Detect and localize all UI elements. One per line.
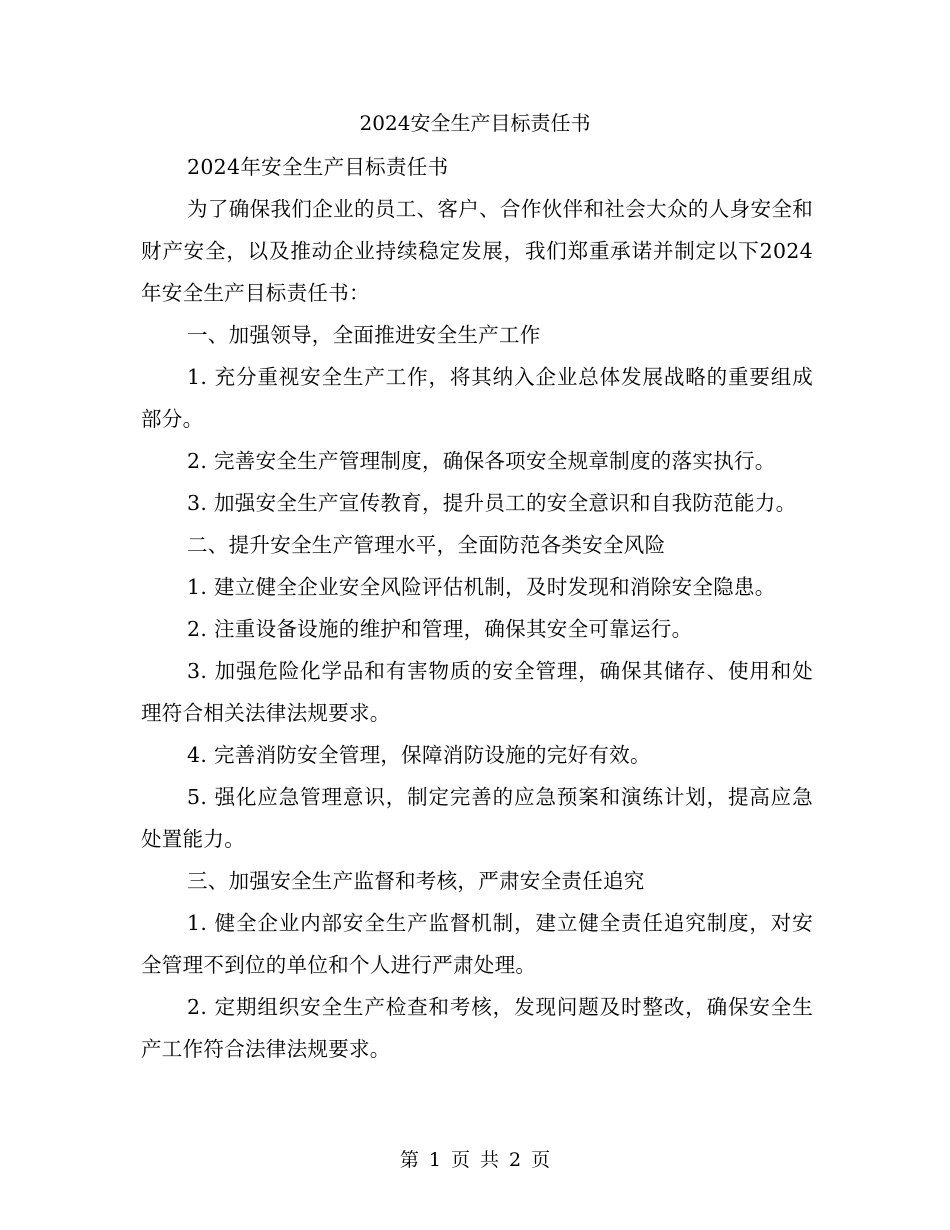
list-item: 2. 定期组织安全生产检查和考核，发现问题及时整改，确保安全生产工作符合法律法规要求。: [141, 995, 813, 1061]
list-item: 1. 健全企业内部安全生产监督机制，建立健全责任追究制度，对安全管理不到位的单位和个人进行严肃处理。: [141, 911, 813, 977]
list-item: 2. 注重设备设施的维护和管理，确保其安全可靠运行。: [187, 617, 693, 641]
page-footer: 第 1 页 共 2 页: [399, 1149, 551, 1171]
document-body: [141, 146, 813, 1070]
section-heading-3: 三、加强安全生产监督和考核，严肃安全责任追究: [187, 869, 645, 893]
list-item: 1. 建立健全企业安全风险评估机制，及时发现和消除安全隐患。: [187, 575, 776, 599]
document-title: 2024安全生产目标责任书: [359, 111, 591, 135]
list-item: 2. 完善安全生产管理制度，确保各项安全规章制度的落实执行。: [187, 449, 776, 473]
list-item: 4. 完善消防安全管理，保障消防设施的完好有效。: [187, 743, 651, 767]
section-heading-2: 二、提升安全生产管理水平，全面防范各类安全风险: [187, 533, 666, 557]
intro-paragraph: 为了确保我们企业的员工、客户、合作伙伴和社会大众的人身安全和财产安全，以及推动企业持续稳定发展，我们郑重承诺并制定以下2024年安全生产目标责任书：: [141, 197, 813, 305]
section-heading-1: 一、加强领导，全面推进安全生产工作: [187, 323, 541, 347]
list-item: 1. 充分重视安全生产工作，将其纳入企业总体发展战略的重要组成部分。: [141, 365, 813, 431]
subtitle-paragraph: 2024年安全生产目标责任书: [187, 155, 449, 179]
list-item: 3. 加强危险化学品和有害物质的安全管理，确保其储存、使用和处理符合相关法律法规要求。: [141, 659, 813, 725]
list-item: 5. 强化应急管理意识，制定完善的应急预案和演练计划，提高应急处置能力。: [141, 785, 813, 851]
list-item: 3. 加强安全生产宣传教育，提升员工的安全意识和自我防范能力。: [187, 491, 797, 515]
